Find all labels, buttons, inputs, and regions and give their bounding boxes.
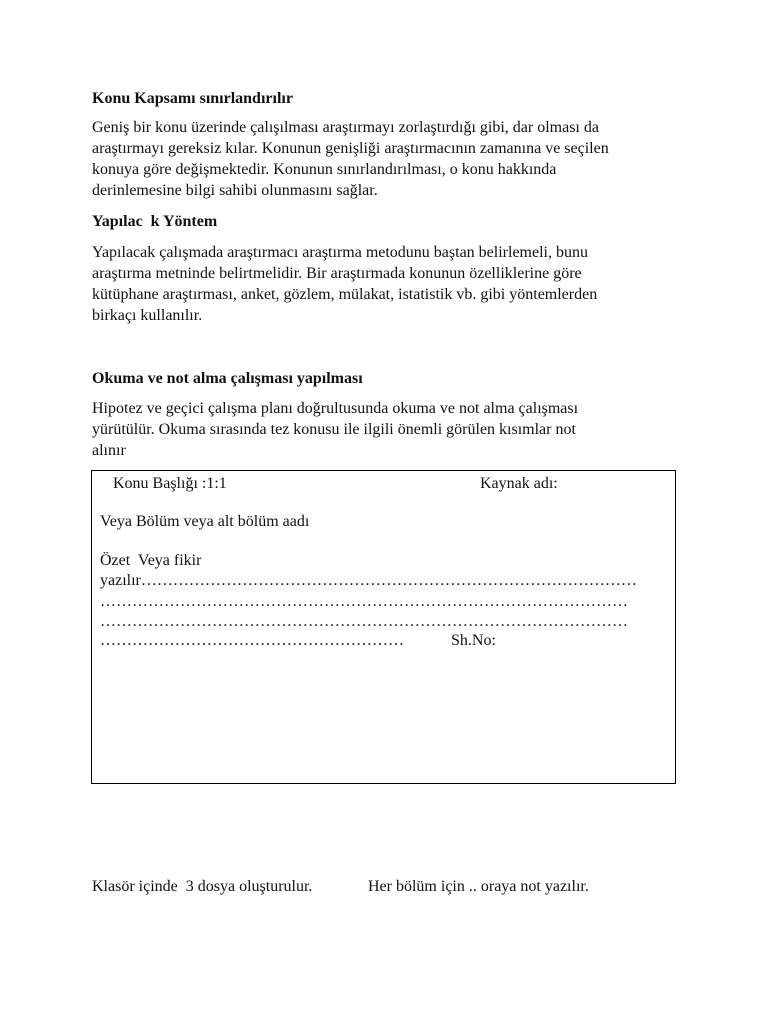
paragraph-line: yürütülür. Okuma sırasında tez konusu ile ilgili önemli görülen kısımlar not [92,421,576,438]
dotted-line: ……………………………………………………………………………………… [100,593,628,610]
dotted-line: ……………………………………………………………………………………… [100,613,628,630]
chapter-label: Veya Bölüm veya alt bölüm aadı [100,513,310,530]
source-label: Kaynak adı: [480,475,558,492]
page-number-label: Sh.No: [451,632,496,649]
section-heading-reading: Okuma ve not alma çalışması yapılması [92,370,363,387]
topic-label: Konu Başlığı :1:1 [113,475,227,492]
paragraph-line: Geniş bir konu üzerinde çalışılması araştırmayı zorlaştırdığı gibi, dar olması da [92,119,599,136]
paragraph-line: birkaçı kullanılır. [92,307,203,324]
footer-left-text: Klasör içinde 3 dosya oluşturulur. [92,878,313,895]
dotted-line: ………………………………………………… [100,632,404,649]
paragraph-line: araştırmayı gereksiz kılar. Konunun genişliği araştırmacının zamanına ve seçilen [92,140,609,157]
paragraph-line: kütüphane araştırması, anket, gözlem, mülakat, istatistik vb. gibi yöntemlerden [92,286,598,303]
paragraph-line: alınır [92,442,126,459]
section-heading-method: Yapılac k Yöntem [92,213,218,230]
paragraph-line: derinlemesine bilgi sahibi olunmasını sağlar. [92,182,378,199]
paragraph-scope [92,117,692,201]
note-card [91,470,676,784]
paragraph-line: Hipotez ve geçici çalışma planı doğrultusunda okuma ve not alma çalışması [92,400,579,417]
paragraph-line: konuya göre değişmektedir. Konunun sınırlandırılması, o konu hakkında [92,161,557,178]
section-heading-scope: Konu Kapsamı sınırlandırılır [92,90,293,107]
paragraph-line: araştırma metninde belirtmelidir. Bir araştırmada konunun özelliklerine göre [92,265,582,282]
written-dotted-line: yazılır………………………………………………………………………………… [100,572,637,589]
summary-label: Özet Veya fikir [100,552,202,569]
paragraph-line: Yapılacak çalışmada araştırmacı araştırma metodunu baştan belirlemeli, bunu [92,244,588,261]
paragraph-method [92,242,692,326]
footer-right-text: Her bölüm için .. oraya not yazılır. [368,878,589,895]
paragraph-reading [92,398,692,461]
